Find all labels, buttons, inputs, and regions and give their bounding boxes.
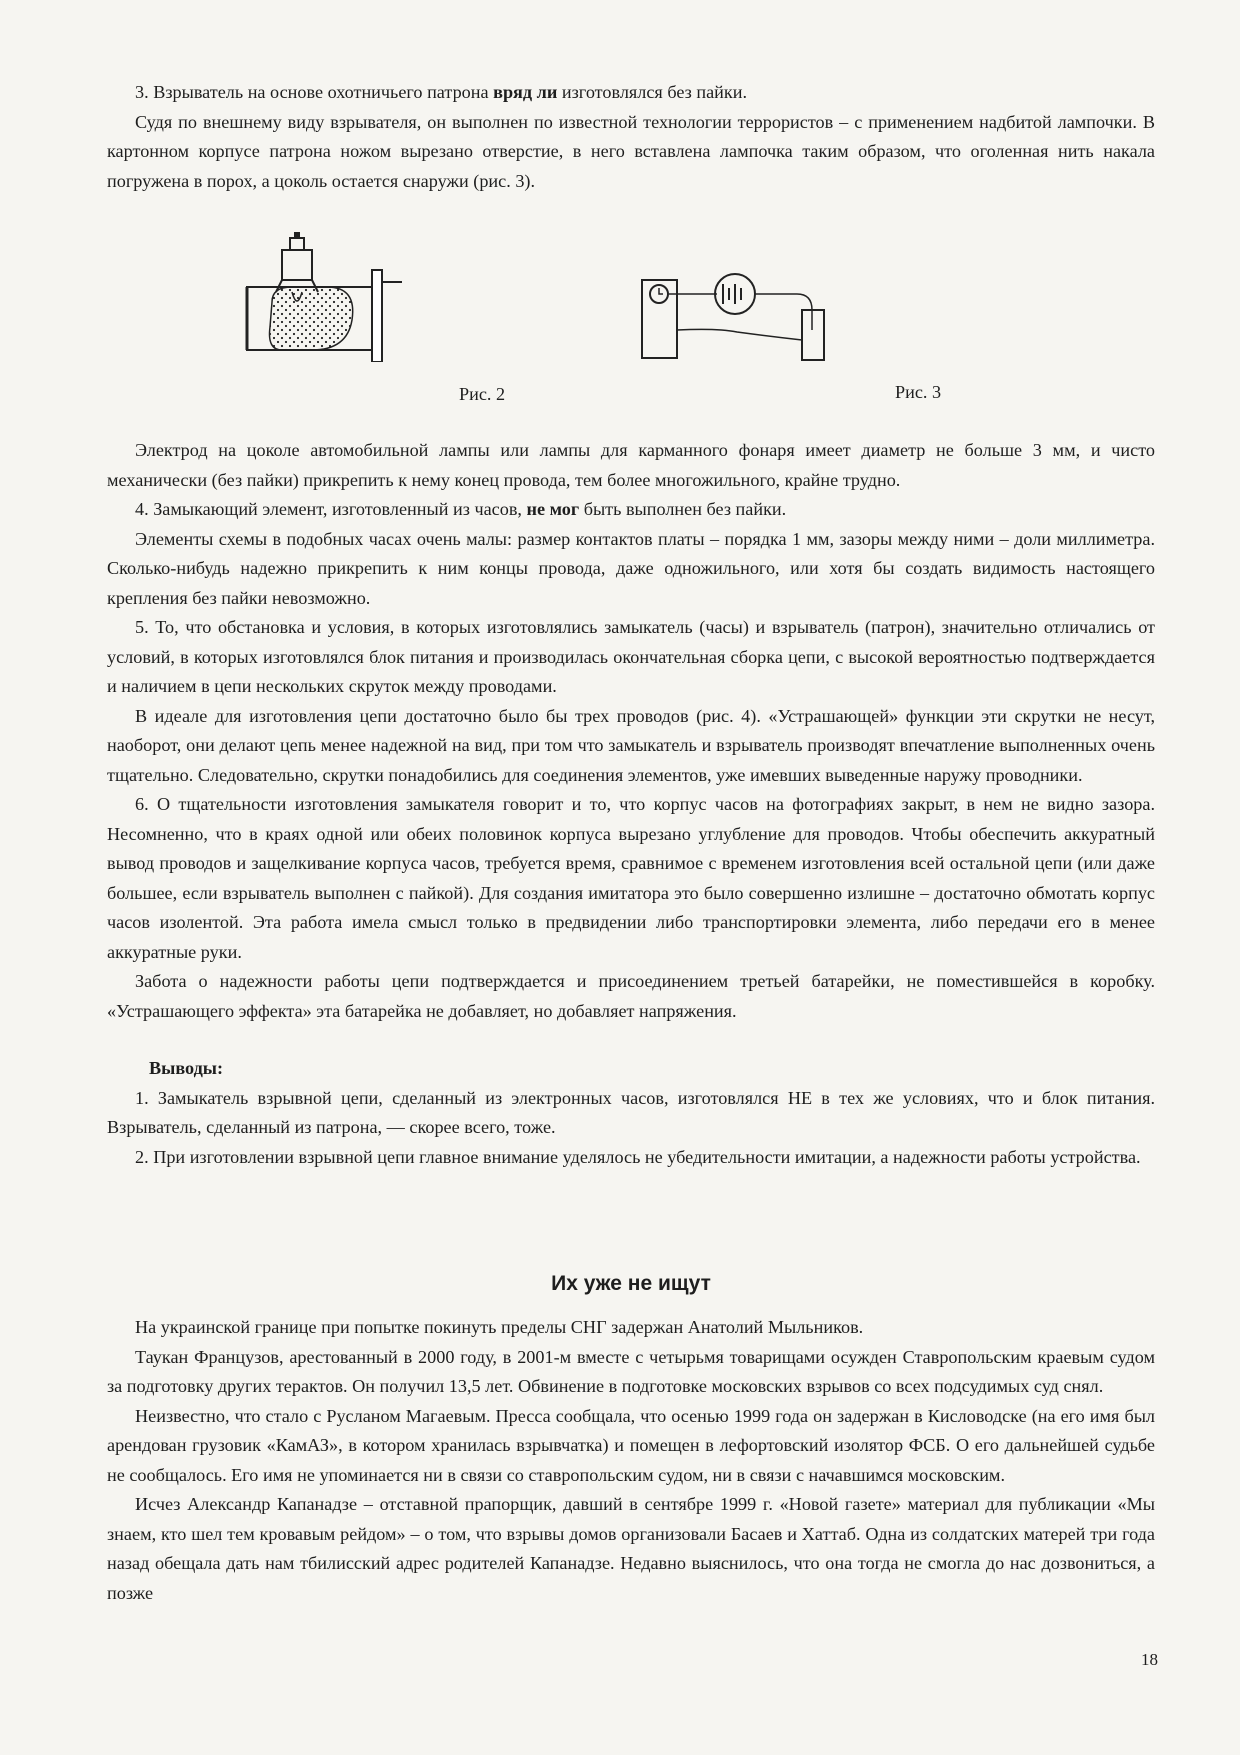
conclusion-item: 2. При изготовлении взрывной цепи главное внимание уделялось не убедительности имитации, а надежности работы устройства. [135,1146,1141,1167]
paragraph: Электрод на цоколе автомобильной лампы или лампы для карманного фонаря имеет диаметр не больше 3 мм, и чисто механически (без пайки) прикрепить к нему конец провода, тем более многожильного, крайне трудно. [107,440,1155,490]
text-block-top [107,78,1155,196]
paragraph: 5. То, что обстановка и условия, в которых изготовлялись замыкатель (часы) и взрыватель (патрон), значительно отличались от условий, в которых изготовлялся блок питания и производилась окончательная сборка цепи, с высокой вероятностью подтверждается и наличием в цепи нескольких скруток между проводами. [107,617,1155,696]
page-number: 18 [1141,1650,1158,1669]
text-block-middle [107,436,1155,1172]
paragraph: В идеале для изготовления цепи достаточно было бы трех проводов (рис. 4). «Устрашающей» функции эти скрутки не несут, наоборот, они делают цепь менее надежной на вид, при том что замыкатель и взрыватель производят впечатление выполненных очень тщательно. Следовательно, скрутки понадобились для соединения элементов, уже имевших выведенные наружу проводники. [107,705,1155,785]
text-block-bottom [107,1313,1155,1608]
paragraph: Таукан Французов, арестованный в 2000 году, в 2001-м вместе с четырьмя товарищами осужден Ставропольским краевым судом за подготовку других терактов. Он получил 13,5 лет. Обвинение в подготовке московских взрывов со всех подсудимых суд снял. [107,1346,1155,1396]
figure-3-circuit-icon [637,270,877,370]
section-heading: Их уже не ищут [551,1272,711,1295]
paragraph: На украинской границе при попытке покинуть пределы СНГ задержан Анатолий Мыльников. [135,1317,864,1337]
paragraph-item-3: 3. Взрыватель на основе охотничьего патрона вряд ли изготовлялся без пайки. [135,82,748,102]
paragraph: Исчез Александр Капанадзе – отставной прапорщик, давший в сентябре 1999 г. «Новой газете» материал для публикации «Мы знаем, кто шел тем кровавым рейдом» – о том, что взрывы домов организовали Басаев и Хаттаб. Одна из солдатских матерей три года назад обещала дать нам тбилисский адрес родителей Капанадзе. Недавно выяснилось, что она тогда не смогла до нас дозвониться, а позже [107,1494,1155,1603]
figure-2-caption: Рис. 2 [459,384,506,404]
figure-2-detonator-icon [232,232,532,362]
figure-3-caption: Рис. 3 [895,382,942,402]
paragraph: Неизвестно, что стало с Русланом Магаевым. Пресса сообщала, что осенью 1999 года он задержан в Кисловодске (на его имя был арендован грузовик «КамАЗ», в котором хранилась взрывчатка) и помещен в лефортовский изолятор ФСБ. О его дальнейшей судьбе не сообщалось. Его имя не упоминается ни в связи со ставропольским судом, ни в связи с начавшимся московским. [107,1405,1155,1485]
figures-row [107,232,1155,422]
paragraph-item-4: 4. Замыкающий элемент, изготовленный из часов, не мог быть выполнен без пайки. [135,499,787,519]
paragraph: Забота о надежности работы цепи подтверждается и присоединением третьей батарейки, не поместившейся в коробку. «Устрашающего эффекта» эта батарейка не добавляет, но добавляет напряжения. [107,971,1155,1021]
paragraph: Судя по внешнему виду взрывателя, он выполнен по известной технологии террористов – с применением надбитой лампочки. В картонном корпусе патрона ножом вырезано отверстие, в него вставлена лампочка таким образом, что оголенная нить накала погружена в порох, а цоколь остается снаружи (рис. 3). [107,111,1155,191]
paragraph: 6. О тщательности изготовления замыкателя говорит и то, что корпус часов на фотографиях закрыт, в нем не видно зазора. Несомненно, что в краях одной или обеих половинок корпуса вырезано углубление для проводов. Чтобы обеспечить аккуратный вывод проводов и защелкивание корпуса часов, требуется время, сравнимое с временем изготовления всей остальной цепи (или даже большее, если взрыватель выполнен с пайкой). Для создания имитатора это было совершенно излишне – достаточно обмотать корпус часов изолентой. Эта работа имела смысл только в предвидении либо транспортировки элемента, либо передачи его в менее аккуратные руки. [107,794,1155,962]
conclusion-item: 1. Замыкатель взрывной цепи, сделанный из электронных часов, изготовлялся НЕ в тех же условиях, что и блок питания. Взрыватель, сделанный из патрона, — скорее всего, тоже. [107,1087,1155,1137]
paragraph: Элементы схемы в подобных часах очень малы: размер контактов платы – порядка 1 мм, зазоры между ними – доли миллиметра. Сколько-нибудь надежно прикрепить к ним концы провода, даже одножильного, или хотя бы создать видимость настоящего крепления без пайки невозможно. [107,528,1155,608]
conclusions-title: Выводы: [149,1058,224,1078]
